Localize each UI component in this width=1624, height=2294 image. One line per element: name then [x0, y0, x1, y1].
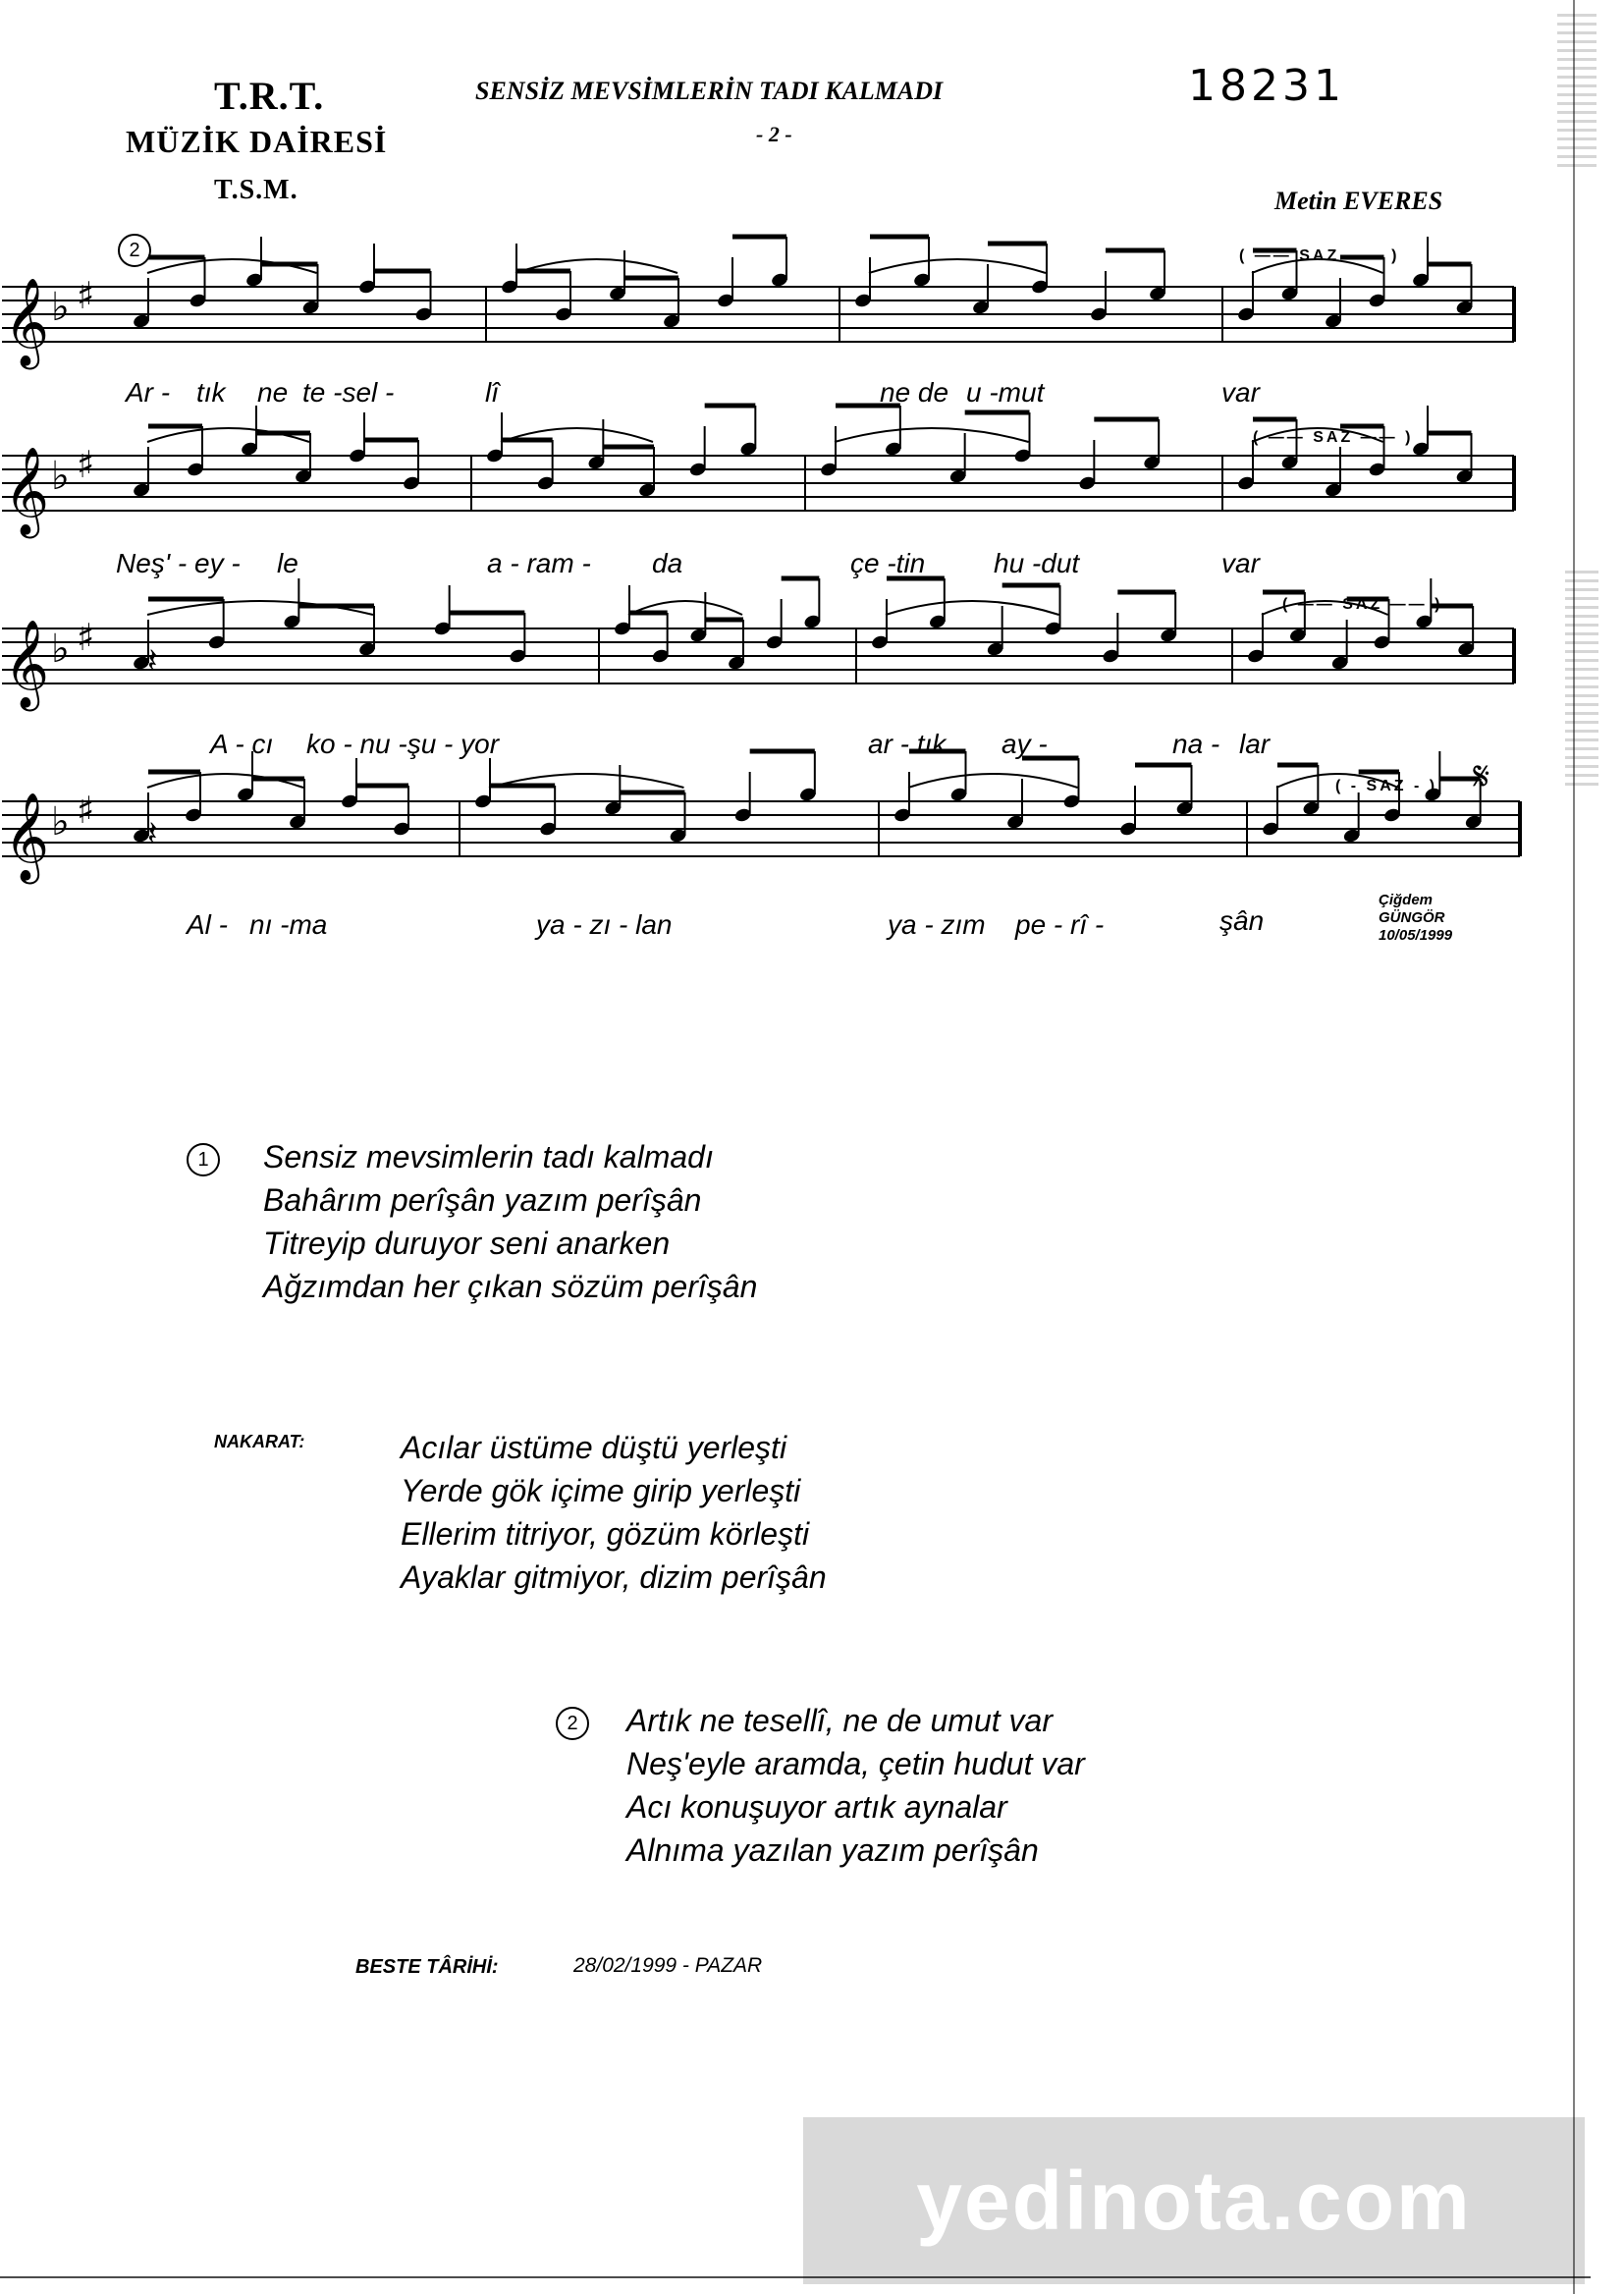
lyric-syllable: da [652, 548, 683, 578]
section-name: T.S.M. [214, 175, 298, 205]
lyric-syllable: tık [196, 377, 226, 408]
key-sharp: ♯ [77, 616, 95, 659]
key-flat: ♭ [51, 627, 70, 672]
key-flat: ♭ [51, 285, 70, 330]
scan-edge-line [1573, 0, 1575, 2294]
slur [908, 774, 1078, 788]
verse-line: Neş'eyle aramda, çetin hudut var [626, 1746, 1085, 1781]
watermark-banner: yedinota.com [803, 2117, 1585, 2284]
lyric-syllable: ya - zım [888, 909, 986, 940]
lyric-syllable: te -sel - [302, 377, 395, 408]
section-marker-number: 2 [118, 234, 151, 267]
verse-line: Titreyip duruyor seni anarken [263, 1226, 671, 1261]
saz-label-system-2: ( —— SAZ —— ) [1253, 429, 1414, 446]
verse-line: Ellerim titriyor, gözüm körleşti [401, 1516, 810, 1552]
saz-label-system-3: ( —— SAZ —— ) [1282, 596, 1443, 613]
scan-edge-artifact [1565, 570, 1598, 786]
treble-clef: 𝄞 [4, 792, 50, 881]
lyric-syllable: le [277, 548, 298, 578]
saz-label-system-1: ( —— SAZ —— ) [1239, 247, 1400, 264]
lyric-syllable: pe - rî - [1015, 909, 1105, 940]
key-flat: ♭ [51, 454, 70, 499]
lyric-syllable: A - cı [210, 729, 274, 759]
lyric-syllable: na - [1172, 729, 1220, 759]
lyric-syllable: ar - tık [868, 729, 947, 759]
department-name: MÜZİK DAİRESİ [126, 124, 388, 159]
rest-symbol: 𝄽 [147, 641, 158, 681]
lyric-syllable: Neş' - ey - [116, 548, 241, 578]
verse-line: Yerde gök içime girip yerleşti [401, 1473, 801, 1508]
segno-sign: 𝄋 [1473, 754, 1490, 799]
verse-2 [556, 1699, 1085, 1872]
treble-clef: 𝄞 [4, 278, 50, 366]
lyric-syllable: var [1221, 548, 1260, 578]
composer-name: Metin EVERES [1274, 187, 1443, 215]
slur [147, 428, 309, 442]
lyric-syllable: hu -dut [994, 548, 1080, 578]
slur [886, 601, 1059, 615]
composition-date-label: BESTE TÂRİHİ: [355, 1956, 499, 1978]
lyric-syllable: ne [257, 377, 289, 408]
scan-bottom-line [0, 2276, 1591, 2278]
archive-number: 18231 [1188, 61, 1345, 111]
slur [147, 259, 317, 273]
verse-1-marker: 1 [187, 1143, 220, 1176]
scan-edge-artifact [1557, 10, 1597, 167]
slur [869, 259, 1046, 273]
arranger-name: Çiğdem GÜNGÖR [1379, 892, 1445, 926]
lyric-syllable: u -mut [966, 377, 1045, 408]
lyric-syllable: lar [1239, 729, 1271, 759]
arranger-credit [1379, 892, 1477, 945]
lyric-syllable: şân [1219, 905, 1265, 936]
lyric-syllable: nı -ma [249, 909, 328, 940]
org-name: T.R.T. [214, 74, 325, 118]
verse-line: Bahârım perîşân yazım perîşân [263, 1182, 702, 1218]
section-marker [118, 234, 151, 267]
song-title: SENSİZ MEVSİMLERİN TADI KALMADI [475, 77, 944, 105]
refrain-label: NAKARAT: [214, 1432, 305, 1451]
verse-line: Ayaklar gitmiyor, dizim perîşân [401, 1559, 827, 1595]
slur [147, 774, 303, 788]
lyric-syllable: Ar - [126, 377, 171, 408]
composition-date-value: 28/02/1999 - PAZAR [573, 1954, 763, 1977]
lyric-syllable: ya - zı - lan [536, 909, 673, 940]
lyric-syllable: ne de [880, 377, 949, 408]
slur [835, 428, 1029, 442]
lyric-syllable: var [1221, 377, 1260, 408]
lyric-syllable: ay - [1001, 729, 1048, 759]
lyric-syllable: çe -tin [850, 548, 926, 578]
lyric-syllable: ko - nu -şu - yor [306, 729, 500, 759]
refrain [401, 1426, 827, 1599]
key-flat: ♭ [51, 799, 70, 845]
verse-line: Acı konuşuyor artık aynalar [626, 1789, 1007, 1825]
verse-line: Sensiz mevsimlerin tadı kalmadı [263, 1139, 714, 1174]
lyric-syllable: Al - [187, 909, 228, 940]
key-sharp: ♯ [77, 789, 95, 832]
verse-line: Acılar üstüme düştü yerleşti [401, 1430, 787, 1465]
treble-clef: 𝄞 [4, 447, 50, 535]
verse-1 [187, 1135, 757, 1308]
verse-line: Alnıma yazılan yazım perîşân [626, 1832, 1039, 1868]
treble-clef: 𝄞 [4, 620, 50, 708]
verse-line: Artık ne tesellî, ne de umut var [626, 1703, 1053, 1738]
slur [147, 601, 373, 615]
rest-symbol: 𝄽 [147, 814, 158, 853]
saz-label-system-4: ( - SAZ - ) [1335, 778, 1438, 794]
verse-line: Ağzımdan her çıkan sözüm perîşân [263, 1269, 758, 1304]
verse-2-marker: 2 [556, 1707, 589, 1740]
arranger-date: 10/05/1999 [1379, 927, 1453, 944]
lyric-syllable: lî [485, 377, 499, 408]
lyric-syllable: a - ram - [487, 548, 591, 578]
page-number: - 2 - [756, 122, 792, 146]
key-sharp: ♯ [77, 274, 95, 317]
key-sharp: ♯ [77, 443, 95, 486]
